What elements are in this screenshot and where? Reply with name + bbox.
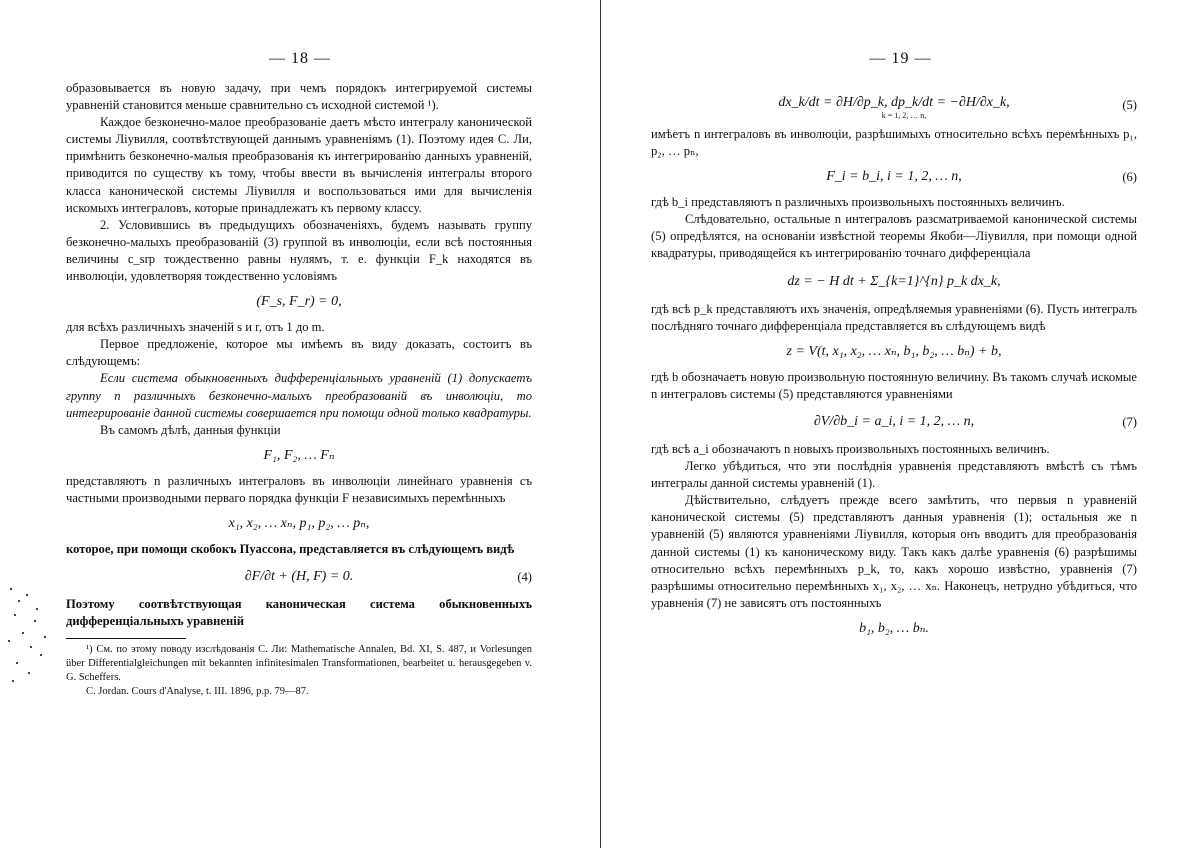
footnote: ¹) См. по этому поводу изслѣдованія С. Ли: Mathematische Annalen, Bd. XI, S. 487, и Vorlesungen über Differentialgleichungen mit bekannten infinitesimalen Transformationen, bearbeitet u. herausgegeben v. G. Scheffers. (66, 643, 532, 685)
equation-7 (651, 409, 1137, 435)
formula-dz: dz = − H dt + Σ_{k=1}^{n} p_k dx_k, (651, 269, 1137, 295)
paragraph: гдѣ b обозначаетъ новую произвольную постоянную величину. Въ такомъ случаѣ искомые n интеграловъ системы (5) представляются уравненіями (651, 369, 1137, 403)
paragraph: Слѣдовательно, остальные n интеграловъ разсматриваемой канонической системы (5) опредѣлятся, на основаніи извѣстной теоремы Якоби—Ліувилля, при помощи одной квадратуры, приводящейся къ интегрированію точнаго дифференціала (651, 211, 1137, 262)
paragraph: гдѣ всѣ a_i обозначаютъ n новыхъ произвольныхъ постоянныхъ величинъ. (651, 441, 1137, 458)
scan-noise (4, 580, 50, 690)
theorem-statement: Если система обыкновенныхъ дифференціальныхъ уравненій (1) допускаетъ группу n различныхъ безконечно-малыхъ преобразованій въ инволюціи, то интегрированіе данной системы совершается при помощи одной только квадратуры. (66, 370, 532, 421)
formula-5-subscript: k = 1, 2, … n, (651, 112, 1137, 120)
formula-functions: F₁, F₂, … Fₙ (66, 445, 532, 467)
page-number: — 19 — (601, 50, 1200, 68)
paragraph: 2. Условившись въ предыдущихъ обозначеніяхъ, будемъ называть группу безконечно-малыхъ преобразованій (3) группой въ инволюціи, если всѣ постоянныя величины c_srp тождественно равны нулямъ, т. е. функціи F_k находятся въ инволюціи, удовлетворяя тождественно условіямъ (66, 217, 532, 285)
book-spread (0, 0, 1200, 848)
paragraph: Каждое безконечно-малое преобразованіе даетъ мѣсто интегралу канонической системы Ліувилля, соотвѣтствующей даннымъ уравненіямъ (1). Поэтому идея С. Ли, примѣнить безконечно-малыя преобразованія къ интегрированію данныхъ уравненій, приводится по существу къ тому, чтобы ввести въ вычисленія интегралы второго класса канонической системы Ліувилля и воспользоваться ими для вычисленія искомыхъ интеграловъ, которые принадлежатъ къ первому классу. (66, 114, 532, 217)
formula-4: ∂F/∂t + (H, F) = 0. (245, 569, 354, 584)
paragraph: для всѣхъ различныхъ значеній s и r, отъ 1 до m. (66, 319, 532, 336)
formula-variables: x₁, x₂, … xₙ, p₁, p₂, … pₙ, (66, 513, 532, 535)
equation-5 (651, 90, 1137, 120)
paragraph: имѣетъ n интеграловъ въ инволюціи, разрѣшимыхъ относительно всѣхъ перемѣнныхъ p₁, p₂, … pₙ, (651, 126, 1137, 160)
paragraph: Легко убѣдиться, что эти послѣднія уравненія представляютъ вмѣстѣ съ тѣмъ интегралы данной системы уравненій (1). (651, 458, 1137, 492)
footnote-rule (66, 638, 186, 639)
paragraph: Поэтому соотвѣтствующая каноническая система обыкновенныхъ дифференціальныхъ уравненій (66, 596, 532, 630)
left-page-body (66, 80, 532, 699)
equation-6 (651, 166, 1137, 188)
paragraph: Первое предложеніе, которое мы имѣемъ въ виду доказать, состоитъ въ слѣдующемъ: (66, 336, 532, 370)
paragraph: образовывается въ новую задачу, при чемъ порядокъ интегрируемой системы уравненій становится меньше сравнительно съ исходной системой ¹). (66, 80, 532, 114)
footnote: C. Jordan. Cours d'Analyse, t. III. 1896, p.p. 79—87. (66, 685, 532, 699)
paragraph: Въ самомъ дѣлѣ, данныя функціи (66, 422, 532, 439)
right-page-body (651, 84, 1137, 646)
formula-involution: (F_s, F_r) = 0, (66, 291, 532, 313)
equation-4 (66, 564, 532, 590)
right-page (600, 0, 1200, 848)
equation-number: (7) (1122, 409, 1137, 435)
formula-V: z = V(t, x₁, x₂, … xₙ, b₁, b₂, … bₙ) + b, (651, 341, 1137, 363)
equation-number: (6) (1122, 166, 1137, 188)
formula-6: F_i = b_i, i = 1, 2, … n, (826, 169, 962, 184)
paragraph: гдѣ всѣ p_k представляютъ ихъ значенія, опредѣляемыя уравненіями (6). Пусть интегралъ послѣдняго точнаго дифференціала представляется въ слѣдующемъ видѣ (651, 301, 1137, 335)
paragraph: представляютъ n различныхъ интеграловъ въ инволюціи линейнаго уравненія съ частными производными перваго порядка функціи F независимыхъ перемѣнныхъ (66, 473, 532, 507)
left-page (0, 0, 600, 848)
formula-7: ∂V/∂b_i = a_i, i = 1, 2, … n, (814, 414, 974, 429)
paragraph: которое, при помощи скобокъ Пуассона, представляется въ слѣдующемъ видѣ (66, 541, 532, 558)
equation-number: (5) (1122, 92, 1137, 118)
page-number: — 18 — (0, 50, 600, 68)
formula-5: dx_k/dt = ∂H/∂p_k, dp_k/dt = −∂H/∂x_k, (778, 95, 1009, 110)
paragraph: гдѣ b_i представляютъ n различныхъ произвольныхъ постоянныхъ величинъ. (651, 194, 1137, 211)
paragraph: Дѣйствительно, слѣдуетъ прежде всего замѣтить, что первыя n уравненій канонической системы (5) представляютъ данныя уравненія (1); остальныя же n уравненій (5) являются уравненіями Ліувилля, которыя онъ вводитъ для преобразованія данной системы (1) къ каноническому виду. Такъ какъ далѣе уравненія (6) разрѣшимы относительно всѣхъ перемѣнныхъ p_k, то, какъ хорошо извѣстно, уравненія (7) разрѣшимы относительно перемѣнныхъ x₁, x₂, … xₙ. Наконецъ, нетрудно убѣдиться, что уравненія (7) не зависятъ отъ постоянныхъ (651, 492, 1137, 612)
formula-b-list: b₁, b₂, … bₙ. (651, 618, 1137, 640)
equation-number: (4) (517, 564, 532, 590)
